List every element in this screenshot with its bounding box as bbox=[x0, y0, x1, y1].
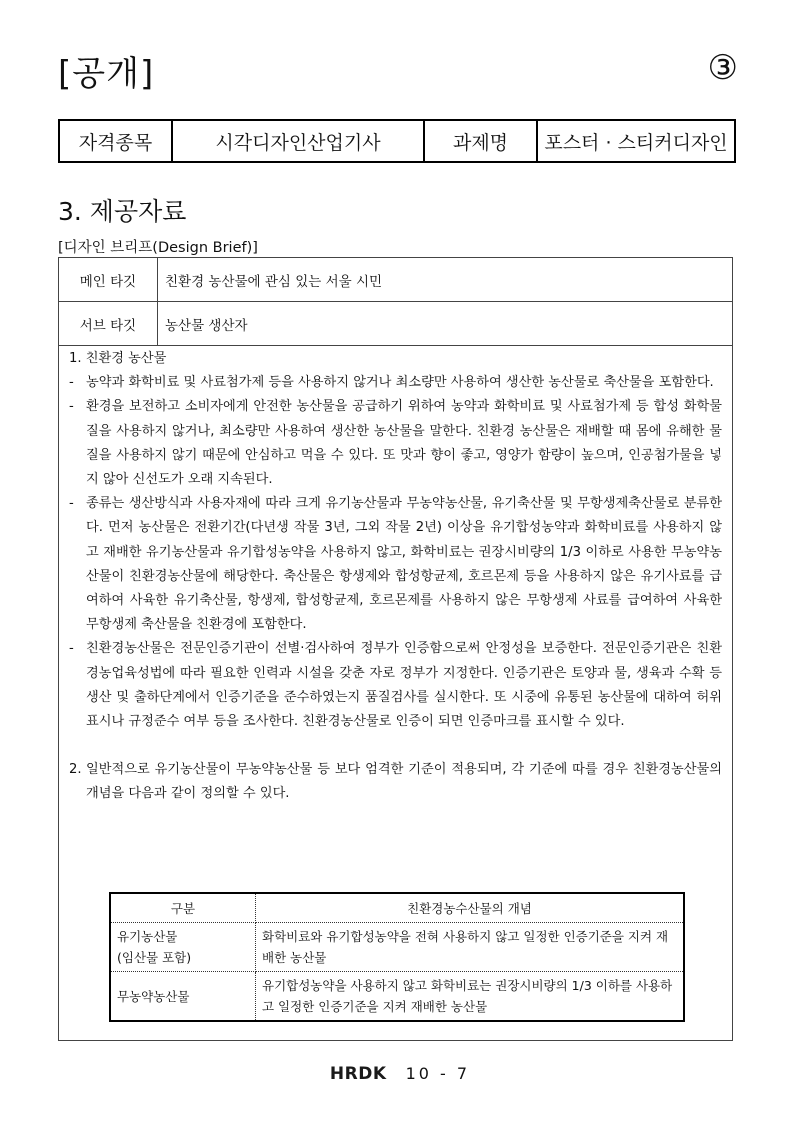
page-footer bbox=[0, 1064, 800, 1084]
page-header bbox=[58, 46, 738, 106]
task-label: 과제명 bbox=[424, 120, 537, 162]
main-target-row bbox=[59, 258, 732, 302]
concept-table bbox=[109, 892, 685, 1022]
list-item: - 농약과 화학비료 및 사료첨가제 등을 사용하지 않거나 최소량만 사용하여 생산한 농산물로 축산물을 포함한다. bbox=[69, 371, 722, 395]
table-row bbox=[110, 972, 684, 1022]
bullet-text: 농약과 화학비료 및 사료첨가제 등을 사용하지 않거나 최소량만 사용하여 생산한 농산물로 축산물을 포함한다. bbox=[86, 375, 714, 391]
design-brief-label: [디자인 브리프(Design Brief)] bbox=[58, 240, 258, 256]
bullet-text: 종류는 생산방식과 사용자재에 따라 크게 유기농산물과 무농약농산물, 유기축산물 및 무항생제축산물로 분류한다. 먼저 농산물은 전환기간(다년생 작물 3년, 그외 작물 2년) 이상을 유기합성농약과 화학비료를 사용하지 않고 재배한 유기농산물과 유기합성농약을 사용하지 않고, 화학비료는 권장시비량의 1/3 이하로 사용한 무농약농산물이 친환경농산물에 해당한다. 축산물은 항생제와 합성항균제, 호르몬제 등을 사용하지 않은 유기사료를 급여하여 사육한 유기축산물, 항생제, 합성항균제, 호르몬제를 사용하지 않은 무항생제 사료를 급여하여 사육한 무항생제 축산물을 친환경에 포함한다. bbox=[86, 496, 722, 633]
brief-content bbox=[59, 346, 732, 807]
table-cell-category: 유기농산물 (임산물 포함) bbox=[110, 923, 256, 972]
table-cell-concept: 화학비료와 유기합성농약을 전혀 사용하지 않고 일정한 인증기준을 지켜 재배한 농산물 bbox=[256, 923, 685, 972]
list-item: - 종류는 생산방식과 사용자재에 따라 크게 유기농산물과 무농약농산물, 유기축산물 및 무항생제축산물로 분류한다. 먼저 농산물은 전환기간(다년생 작물 3년, 그외 작물 2년) 이상을 유기합성농약과 화학비료를 사용하지 않고 재배한 유기농산물과 유기합성농약을 사용하지 않고, 화학비료는 권장시비량의 1/3 이하로 사용한 무농약농산물이 친환경농산물에 해당한다. 축산물은 항생제와 합성항균제, 호르몬제 등을 사용하지 않은 유기사료를 급여하여 사육한 유기축산물, 항생제, 합성항균제, 호르몬제를 사용하지 않은 무항생제 사료를 급여하여 사육한 무항생제 축산물을 친환경에 포함한다. bbox=[69, 492, 722, 637]
main-target-value: 친환경 농산물에 관심 있는 서울 시민 bbox=[165, 273, 383, 290]
disclosure-label: [공개] bbox=[58, 54, 155, 94]
table-cell-concept: 유기합성농약을 사용하지 않고 화학비료는 권장시비량의 1/3 이하를 사용하고 일정한 인증기준을 지켜 재배한 농산물 bbox=[262, 978, 673, 1014]
qualification-value: 시각디자인산업기사 bbox=[172, 120, 424, 162]
sub-target-row bbox=[59, 302, 732, 346]
item2-paragraph bbox=[69, 758, 722, 806]
item2-text: 일반적으로 유기농산물이 무농약농산물 등 보다 엄격한 기준이 적용되며, 각 기준에 따를 경우 친환경농산물의 개념을 다음과 같이 정의할 수 있다. bbox=[86, 762, 722, 802]
design-brief-box bbox=[58, 257, 733, 1041]
concept-table-header-concept: 친환경농수산물의 개념 bbox=[256, 893, 685, 923]
bullet-text: 환경을 보전하고 소비자에게 안전한 농산물을 공급하기 위하여 농약과 화학비료 및 사료첨가제 등 합성 화학물질을 사용하지 않거나, 최소량만 사용하여 생산한 농산물을 말한다. 친환경 농산물은 재배할 때 몸에 유해한 물질을 사용하지 않기 때문에 안심하고 먹을 수 있다. 또 맛과 향이 좋고, 영양가 함량이 높으며, 인공첨가물을 넣지 않아 신선도가 오래 지속된다. bbox=[86, 399, 722, 488]
table-row bbox=[110, 923, 684, 972]
table-cell-category: 무농약농산물 bbox=[110, 972, 256, 1022]
item1-heading: 1. 친환경 농산물 bbox=[69, 351, 167, 366]
circled-number-mark: ③ bbox=[707, 48, 738, 88]
task-value: 포스터 · 스티커디자인 bbox=[537, 120, 735, 162]
list-item: - 환경을 보전하고 소비자에게 안전한 농산물을 공급하기 위하여 농약과 화학비료 및 사료첨가제 등 합성 화학물질을 사용하지 않거나, 최소량만 사용하여 생산한 농산물을 말한다. 친환경 농산물은 재배할 때 몸에 유해한 물질을 사용하지 않기 때문에 안심하고 먹을 수 있다. 또 맛과 향이 좋고, 영양가 함량이 높으며, 인공첨가물을 넣지 않아 신선도가 오래 지속된다. bbox=[69, 395, 722, 492]
main-target-label: 메인 타깃 bbox=[59, 258, 158, 301]
qualification-label: 자격종목 bbox=[78, 131, 153, 154]
exam-info-table bbox=[58, 119, 736, 163]
item2-number: 2. bbox=[69, 762, 82, 778]
sub-target-value: 농산물 생산자 bbox=[165, 317, 248, 334]
bullet-text: 친환경농산물은 전문인증기관이 선별·검사하여 정부가 인증함으로써 안정성을 보증한다. 전문인증기관은 친환경농업육성법에 따라 필요한 인력과 시설을 갖춘 자로 정부가 지정한다. 인증기관은 토양과 물, 생육과 수확 등 생산 및 출하단계에서 인증기준을 준수하였는지 품질검사를 실시한다. 또 시중에 유통된 농산물에 대하여 허위표시나 규정준수 여부 등을 조사한다. 친환경농산물로 인증이 되면 인증마크를 표시할 수 있다. bbox=[86, 641, 722, 730]
sub-target-label: 서브 타깃 bbox=[59, 302, 158, 345]
hrdk-logo: HRDK bbox=[329, 1064, 387, 1084]
concept-table-header-category: 구분 bbox=[110, 893, 256, 923]
page-number: 10 - 7 bbox=[405, 1064, 471, 1083]
section-title: 3. 제공자료 bbox=[58, 197, 187, 226]
list-item: - 친환경농산물은 전문인증기관이 선별·검사하여 정부가 인증함으로써 안정성을 보증한다. 전문인증기관은 친환경농업육성법에 따라 필요한 인력과 시설을 갖춘 자로 정부가 지정한다. 인증기관은 토양과 물, 생육과 수확 등 생산 및 출하단계에서 인증기준을 준수하였는지 품질검사를 실시한다. 또 시중에 유통된 농산물에 대하여 허위표시나 규정준수 여부 등을 조사한다. 친환경농산물로 인증이 되면 인증마크를 표시할 수 있다. bbox=[69, 637, 722, 734]
